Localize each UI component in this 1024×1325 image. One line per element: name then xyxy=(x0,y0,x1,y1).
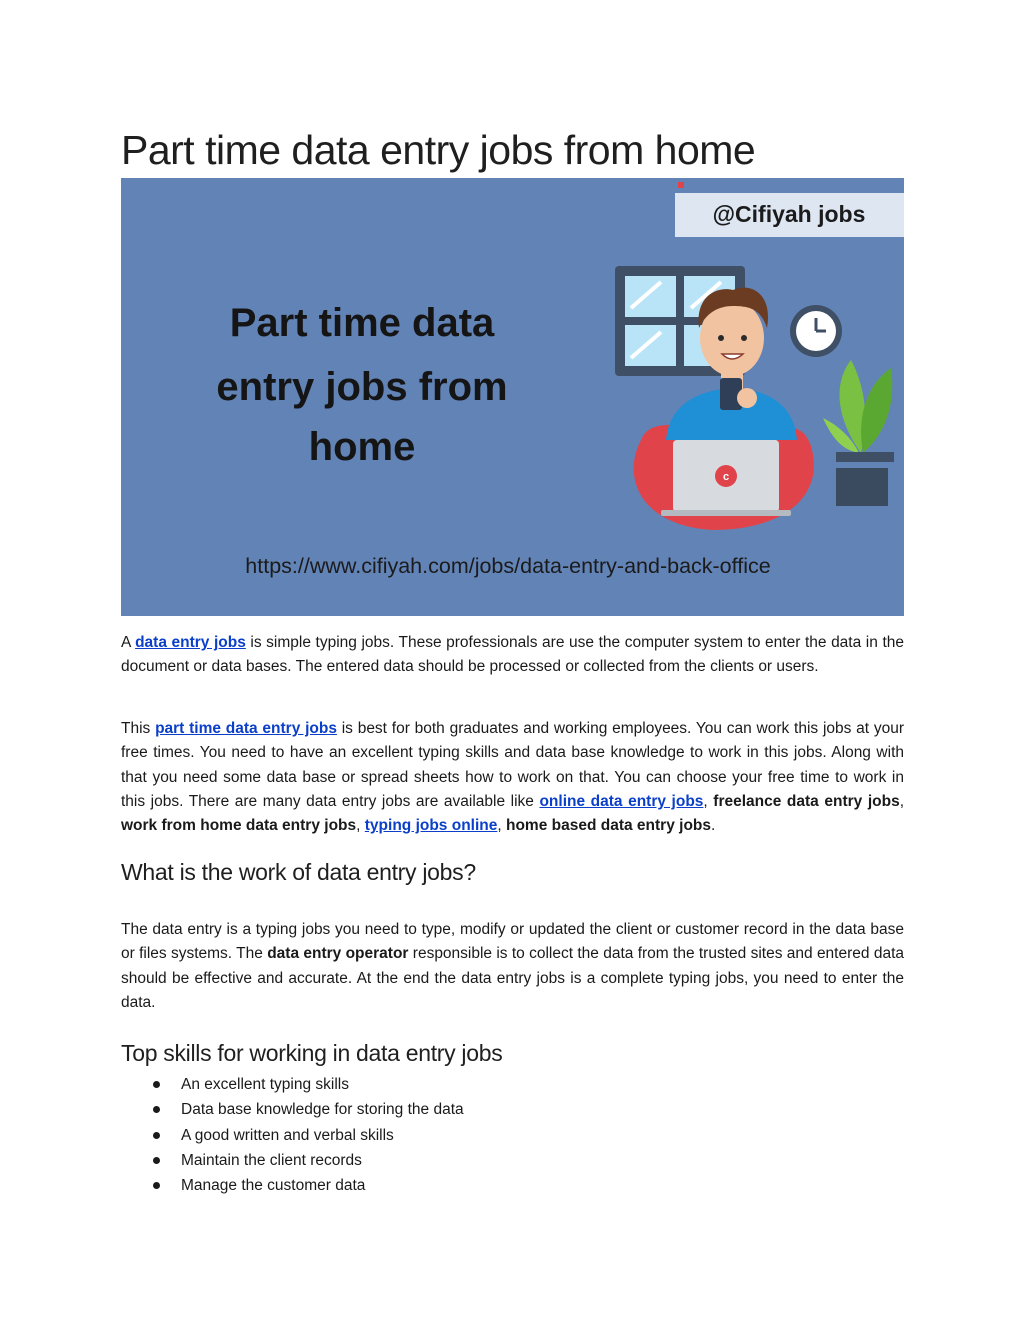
bullet-icon xyxy=(153,1132,160,1139)
list-item xyxy=(121,1173,464,1198)
banner-headline-line1: Part time data xyxy=(229,301,495,345)
separator: , xyxy=(497,817,506,835)
laptop-illustration xyxy=(661,440,791,516)
separator: , xyxy=(356,817,365,835)
para1-text-start: A xyxy=(121,634,136,651)
intro-paragraph xyxy=(121,631,904,680)
part-time-data-entry-jobs-link[interactable]: part time data entry jobs xyxy=(155,720,337,737)
brand-tag: @Cifiyah jobs xyxy=(712,201,866,227)
freelance-data-entry-jobs-text: freelance data entry jobs xyxy=(713,792,900,810)
page-title: Part time data entry jobs from home xyxy=(121,127,756,173)
online-data-entry-jobs-link[interactable]: online data entry jobs xyxy=(539,792,704,810)
bullet-icon xyxy=(153,1157,160,1164)
section-heading-skills: Top skills for working in data entry jobs xyxy=(121,1040,503,1066)
para1-text-end: is simple typing jobs. These professionals are use the computer system to enter the data in the document or data bases. The entered data should be processed or collected from the clients or users. xyxy=(121,634,904,676)
banner-url: https://www.cifiyah.com/jobs/data-entry-and-back-office xyxy=(245,554,771,578)
data-entry-jobs-link[interactable]: data entry jobs xyxy=(135,634,246,651)
section-heading-work: What is the work of data entry jobs? xyxy=(121,859,476,885)
description-paragraph xyxy=(121,717,904,838)
list-item xyxy=(121,1097,464,1122)
skills-list xyxy=(121,1072,464,1198)
period: . xyxy=(711,817,716,835)
work-paragraph xyxy=(121,918,904,1015)
work-text-end: responsible is to collect the data from the trusted sites and entered data should be effective and accurate. At the end the data entry jobs is a complete typing jobs, you need to enter the data. xyxy=(121,945,904,1011)
banner-headline-line3: home xyxy=(308,425,416,469)
bullet-icon xyxy=(153,1106,160,1113)
work-from-home-data-entry-jobs-text: work from home data entry jobs xyxy=(121,817,357,835)
home-based-data-entry-jobs-text: home based data entry jobs xyxy=(506,817,711,835)
svg-text:c: c xyxy=(722,471,730,483)
list-item-text: Data base knowledge for storing the data xyxy=(181,1101,464,1119)
separator: , xyxy=(703,792,714,810)
bullet-icon xyxy=(153,1182,160,1189)
work-text-start: The data entry is a typing jobs you need to type, modify or updated the client or customer record in the data base or files systems. The xyxy=(121,921,904,963)
list-item-text: An excellent typing skills xyxy=(181,1076,349,1093)
list-item xyxy=(121,1123,464,1148)
typing-jobs-online-link[interactable]: typing jobs online xyxy=(364,817,498,835)
data-entry-operator-text: data entry operator xyxy=(267,945,409,963)
para2-text-middle: is best for both graduates and working employees. You can work this jobs at your free times. You need to have an excellent typing skills and data base knowledge to work in this jobs. Along with that you need some data base or spread sheets how to work on that. You can choose your free time to work in this jobs. There are many data entry jobs are available like xyxy=(121,720,905,810)
banner-image xyxy=(121,178,904,616)
list-item xyxy=(121,1072,464,1097)
clock-icon xyxy=(790,305,842,357)
separator: , xyxy=(899,792,904,810)
list-item-text: Maintain the client records xyxy=(181,1151,362,1169)
list-item xyxy=(121,1148,464,1173)
list-item-text: A good written and verbal skills xyxy=(181,1126,394,1144)
para2-text-start: This xyxy=(121,720,156,737)
list-item-text: Manage the customer data xyxy=(181,1177,366,1195)
bullet-icon xyxy=(153,1081,160,1088)
banner-headline-line2: entry jobs from xyxy=(216,365,508,409)
